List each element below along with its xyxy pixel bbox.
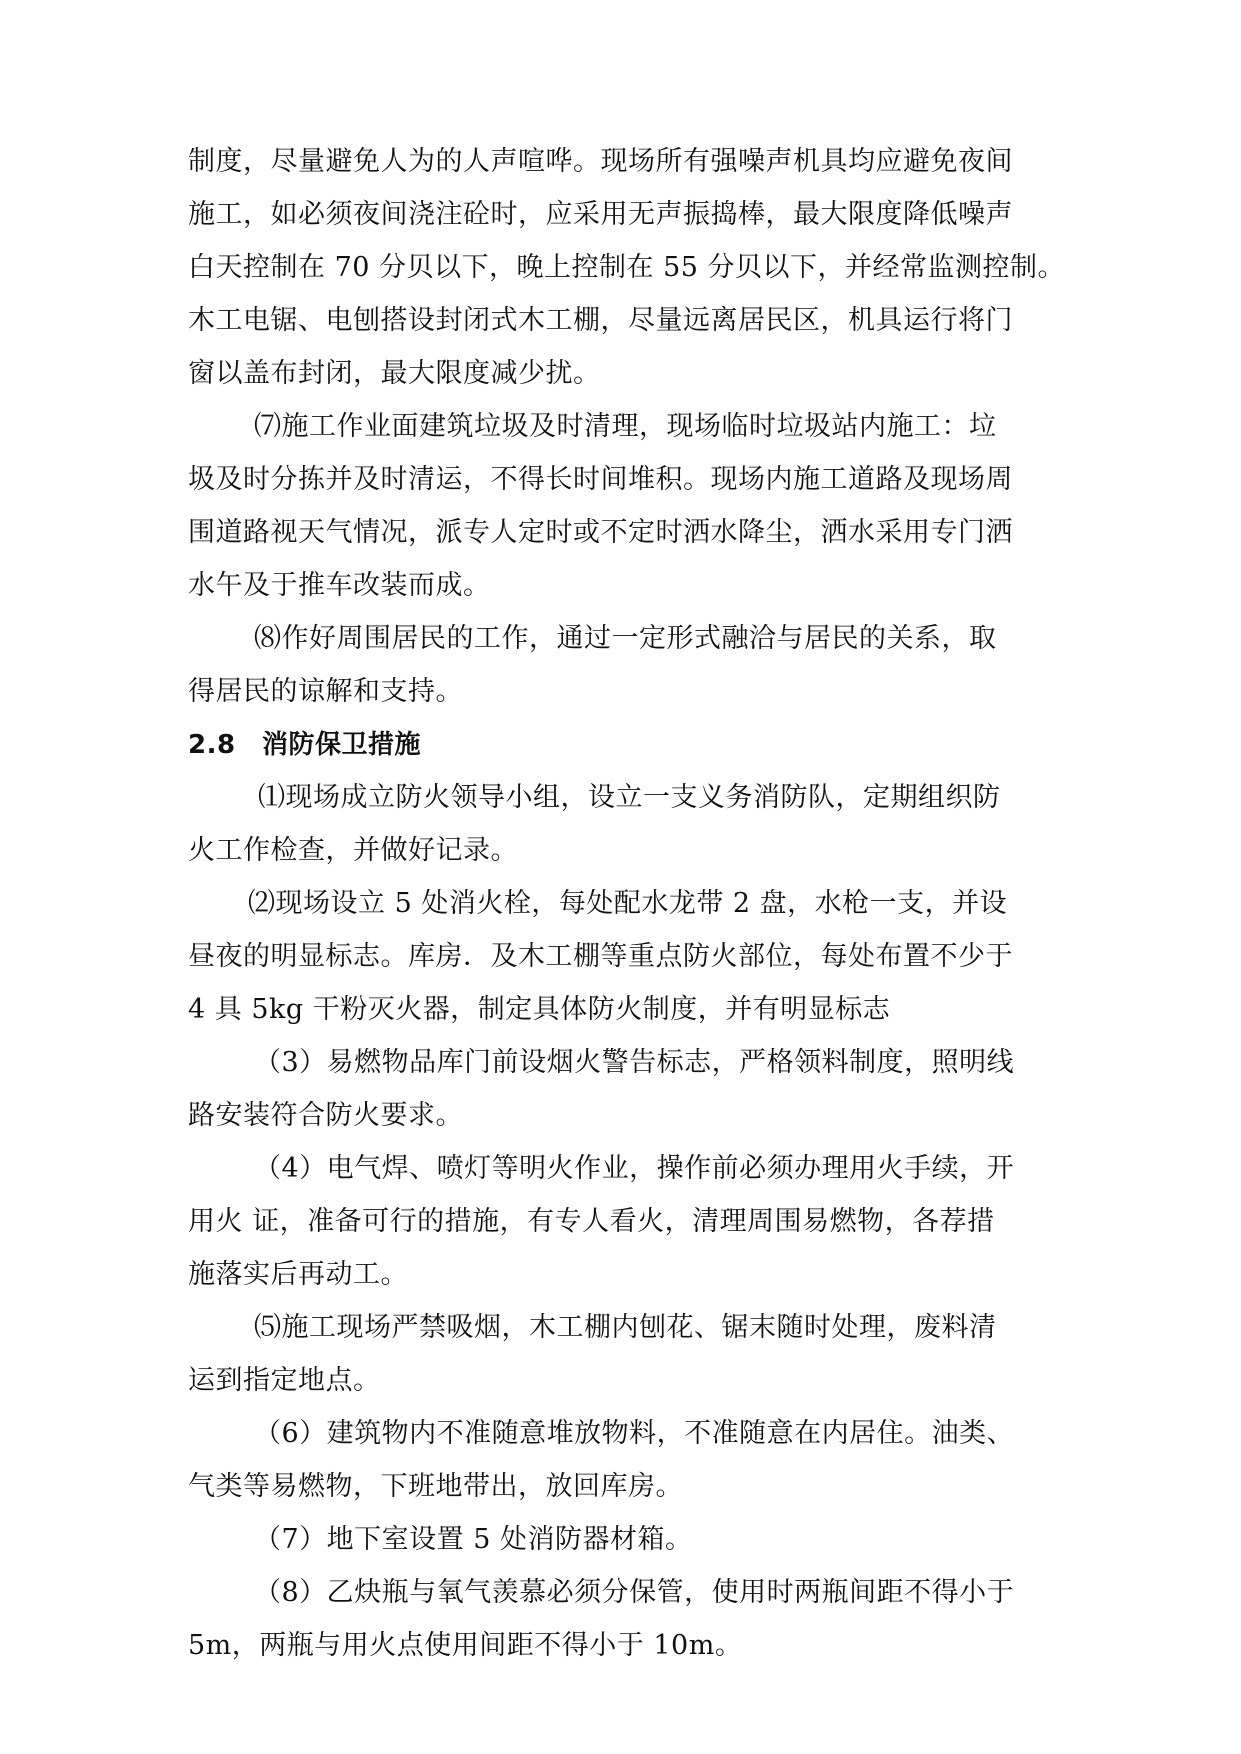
paragraph-line: 施落实后再动工。	[188, 1259, 408, 1290]
paragraph-line: （8）乙炔瓶与氧气羡慕必须分保管，使用时两瓶间距不得小于	[254, 1577, 1015, 1608]
paragraph-line: （4）电气焊、喷灯等明火作业，操作前必须办理用火手续，开	[254, 1153, 1015, 1184]
paragraph-line: （6）建筑物内不准随意堆放物料，不准随意在内居住。油类、	[254, 1418, 1015, 1449]
paragraph-line: ⑵现场设立 5 处消火栓，每处配水龙带 2 盘，水枪一支，并设	[248, 888, 1008, 919]
paragraph-line: 围道路视天气情况，派专人定时或不定时洒水降尘，洒水采用专门洒	[188, 517, 1013, 548]
paragraph-line: 路安装符合防火要求。	[188, 1100, 463, 1131]
section-heading: 2.8 消防保卫措施	[188, 730, 422, 760]
paragraph-line: 施工，如必须夜间浇注砼时，应采用无声振捣棒，最大限度降低噪声	[188, 199, 1013, 230]
paragraph-line: 水午及于推车改装而成。	[188, 570, 491, 601]
paragraph-line: 木工电锯、电刨搭设封闭式木工棚，尽量远离居民区，机具运行将门	[188, 305, 1013, 336]
paragraph-line: ⑸施工现场严禁吸烟，木工棚内刨花、锯末随时处理，废料清	[254, 1312, 997, 1343]
paragraph-line: 昼夜的明显标志。库房．及木工棚等重点防火部位，每处布置不少于	[188, 941, 1013, 972]
paragraph-line: 窗以盖布封闭，最大限度减少扰。	[188, 358, 601, 389]
paragraph-line: 运到指定地点。	[188, 1365, 381, 1396]
paragraph-line: 用火 证，准备可行的措施，有专人看火，清理周围易燃物，各荐措	[188, 1206, 995, 1237]
paragraph-line: （7）地下室设置 5 处消防器材箱。	[254, 1524, 693, 1555]
paragraph-line: 火工作检查，并做好记录。	[188, 835, 518, 866]
paragraph-line: 5m，两瓶与用火点使用间距不得小于 10m。	[188, 1630, 743, 1661]
paragraph-line: ⑴现场成立防火领导小组，设立一支义务消防队，定期组织防	[258, 782, 1001, 813]
paragraph-line: （3）易燃物品库门前设烟火警告标志，严格领料制度，照明线	[254, 1047, 1015, 1078]
paragraph-line: ⑻作好周围居民的工作，通过一定形式融洽与居民的关系，取	[254, 623, 997, 654]
paragraph-line: 白天控制在 70 分贝以下，晚上控制在 55 分贝以下，并经常监测控制。	[188, 252, 1066, 283]
paragraph-line: 得居民的谅解和支持。	[188, 676, 463, 707]
paragraph-line: 制度，尽量避免人为的人声喧哗。现场所有强噪声机具均应避免夜间	[188, 146, 1013, 177]
paragraph-line: 圾及时分拣并及时清运，不得长时间堆积。现场内施工道路及现场周	[188, 464, 1013, 495]
paragraph-line: 气类等易燃物，下班地带出，放回库房。	[188, 1471, 683, 1502]
paragraph-line: ⑺施工作业面建筑垃圾及时清理，现场临时垃圾站内施工：垃	[254, 411, 997, 442]
paragraph-line: 4 具 5kg 干粉灭火器，制定具体防火制度，并有明显标志	[188, 994, 891, 1025]
